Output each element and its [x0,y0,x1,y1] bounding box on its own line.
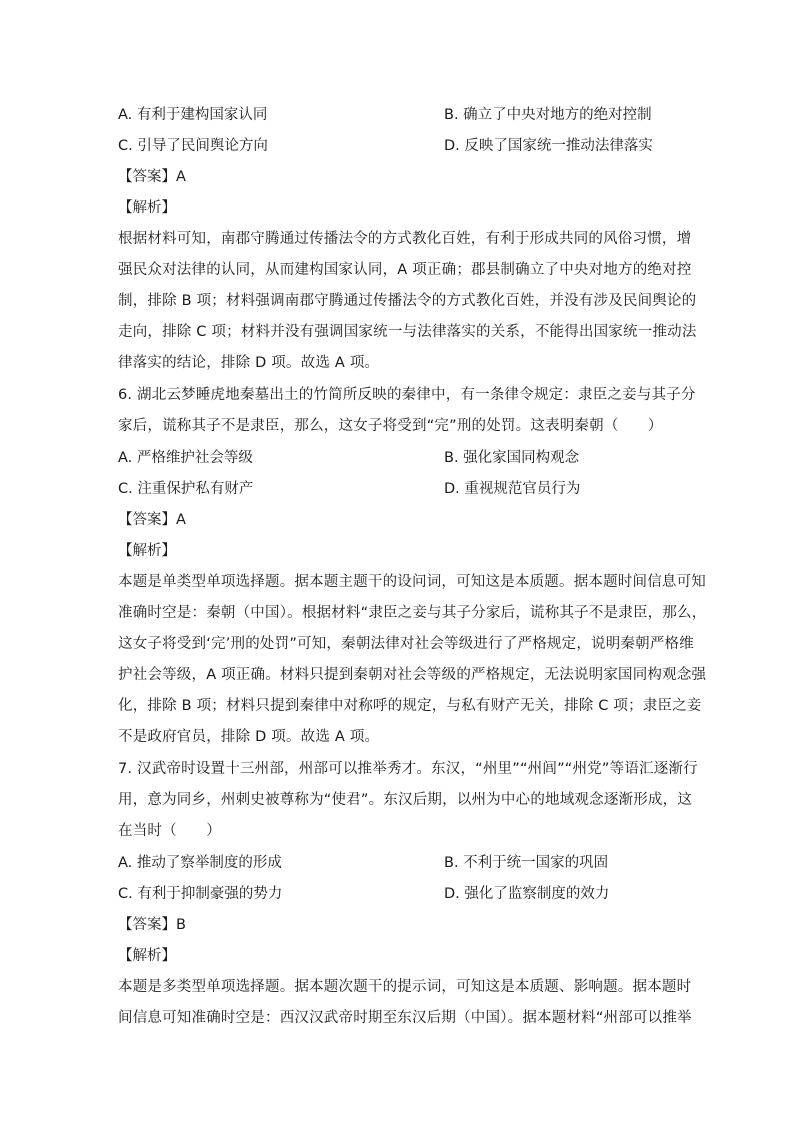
q5-option-c: C. 引导了民间舆论方向 [118,138,268,154]
q6-option-b: B. 强化家国同构观念 [444,450,580,466]
q6-analysis-label: 【解析】 [118,543,176,559]
q6-option-a: A. 严格维护社会等级 [118,450,253,466]
q5-option-d: D. 反映了国家统一推动法律落实 [444,138,653,154]
q5-analysis-line: 走向，排除 C 项；材料并没有强调国家统一与法律落实的关系，不能得出国家统一推动法 [118,324,697,340]
q5-analysis-line: 律落实的结论，排除 D 项。故选 A 项。 [118,355,380,371]
q7-analysis-line: 间信息可知准确时空是：西汉汉武帝时期至东汉后期（中国）。据本题材料“州部可以推举 [118,1010,692,1026]
q7-option-a: A. 推动了察举制度的形成 [118,855,282,871]
q5-answer: 【答案】A [118,169,186,185]
q5-analysis-line: 根据材料可知，南郡守腾通过传播法令的方式教化百姓，有利于形成共同的风俗习惯，增 [118,231,692,247]
q6-option-d: D. 重视规范官员行为 [444,481,581,497]
q7-option-c: C. 有利于抑制豪强的势力 [118,886,283,902]
q7-answer: 【答案】B [118,917,186,933]
q5-analysis-label: 【解析】 [118,200,176,216]
q7-option-b: B. 不利于统一国家的巩固 [444,855,609,871]
q5-option-a: A. 有利于建构国家认同 [118,107,268,123]
q7-analysis-label: 【解析】 [118,948,176,964]
q6-analysis-line: 不是政府官员，排除 D 项。故选 A 项。 [118,729,380,745]
q5-option-b: B. 确立了中央对地方的绝对控制 [444,107,652,123]
q5-analysis-line: 制，排除 B 项；材料强调南郡守腾通过传播法令的方式教化百姓，并没有涉及民间舆论的 [118,293,697,309]
q6-analysis-line: 护社会等级，A 项正确。材料只提到秦朝对社会等级的严格规定，无法说明家国同构观念强 [118,667,707,683]
q7-stem-line: 在当时（ ） [118,823,221,839]
q7-stem-line: 用，意为同乡，州刺史被尊称为“使君”。东汉后期，以州为中心的地域观念逐渐形成，这 [118,792,693,808]
q7-stem-line: 7. 汉武帝时设置十三州部，州部可以推举秀才。东汉，“州里”“州闾”“州党”等语汇逐渐行 [118,761,698,777]
q6-analysis-line: 本题是单类型单项选择题。据本题主题干的设问词，可知这是本质题。据本题时间信息可知 [118,574,706,590]
q5-analysis-line: 强民众对法律的认同，从而建构国家认同，A 项正确；郡县制确立了中央对地方的绝对控 [118,262,692,278]
q6-option-c: C. 注重保护私有财产 [118,481,254,497]
q6-stem-line: 家后，谎称其子不是隶臣，那么，这女子将受到“完”刑的处罚。这表明秦朝（ ） [118,418,663,434]
q6-analysis-line: 化，排除 B 项；材料只提到秦律中对称呼的规定，与私有财产无关，排除 C 项；隶臣之妾 [118,698,702,714]
q6-answer: 【答案】A [118,512,186,528]
q6-analysis-line: 这女子将受到‘完’刑的处罚”可知，秦朝法律对社会等级进行了严格规定，说明秦朝严格维 [118,636,694,652]
q7-analysis-line: 本题是多类型单项选择题。据本题次题干的提示词，可知这是本质题、影响题。据本题时 [118,979,692,995]
q6-stem-line: 6. 湖北云梦睡虎地秦墓出土的竹简所反映的秦律中，有一条律令规定：隶臣之妾与其子分 [118,387,696,403]
q6-analysis-line: 准确时空是：秦朝（中国）。根据材料“隶臣之妾与其子分家后，谎称其子不是隶臣，那么， [118,605,707,621]
q7-option-d: D. 强化了监察制度的效力 [444,886,610,902]
